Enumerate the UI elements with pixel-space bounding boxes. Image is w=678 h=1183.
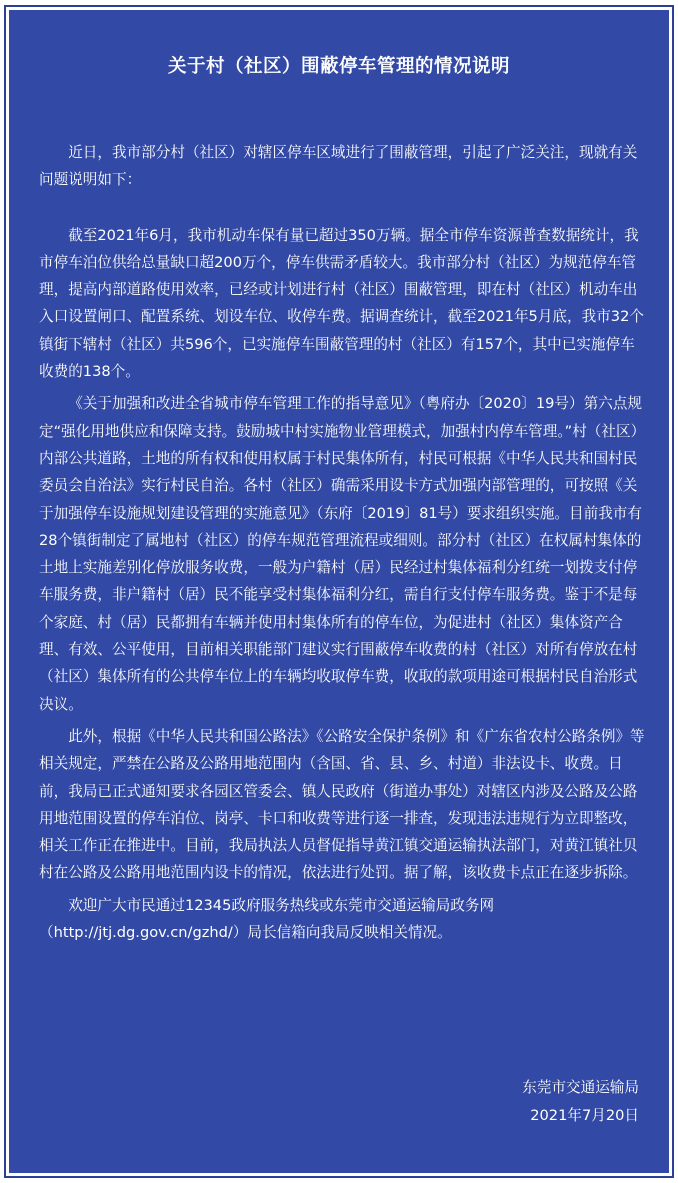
signature-date: 2021年7月20日: [530, 1107, 639, 1124]
paragraph-contact: 欢迎广大市民通过12345政府服务热线或东莞市交通运输局政务网: [68, 896, 495, 914]
paragraph-policy: 《关于加强和改进全省城市停车管理工作的指导意见》（粤府办〔2020〕19号）第六点规定“强化用地供应和保障支持。鼓励城中村实施物业管理模式，加强村内停车管理。”村（社区）内部公共道路，土地的所有权和使用权属于村民集体所有，村民可根据《中华人民共和国村民委员会自治法》实行村民自治。各村（社区）确需采用设卡方式加强内部管理的，可按照《关于加强停车设施规划建设管理的实施意见》（东府〔2019〕81号）要求组织实施。目前我市有28个镇街制定了属地村（社区）的停车规范管理流程或细则。部分村（社区）在权属村集体的土地上实施差别化停放服务收费，一般为户籍村（居）民经过村集体福利分红统一划拨支付停车服务费，非户籍村（居）民不能享受村集体福利分红，需自行支付停车服务费。鉴于不是每个家庭、村（居）民都拥有车辆并使用村集体所有的停车位，为促进村（社区）集体资产合理、有效、公平使用，目前相关职能部门建议实行围蔽停车收费的村（社区）对所有停放在村（社区）集体所有的公共停车位上的车辆均收取停车费，收取的款项用途可根据村民自治形式决议。: [39, 395, 642, 713]
signature-block: [522, 1074, 639, 1130]
contact-url-line: （http://jtj.dg.gov.cn/gzhd/）局长信箱向我局反映相关情况。: [39, 924, 452, 942]
intro-paragraph: 近日，我市部分村（社区）对辖区停车区域进行了围蔽管理，引起了广泛关注，现就有关问题说明如下：: [39, 144, 638, 189]
paragraph-enforcement: 此外，根据《中华人民共和国公路法》《公路安全保护条例》和《广东省农村公路条例》等相关规定，严禁在公路及公路用地范围内（含国、省、县、乡、村道）非法设卡、收费。日前，我局已正式通知要求各园区管委会、镇人民政府（街道办事处）对辖区内涉及公路及公路用地范围设置的停车泊位、岗亭、卡口和收费等进行逐一排查，发现违法违规行为立即整改，相关工作正在推进中。目前，我局执法人员督促指导黄江镇交通运输执法部门，对黄江镇社贝村在公路及公路用地范围内设卡的情况，依法进行处罚。据了解，该收费卡点正在逐步拆除。: [39, 727, 645, 882]
notice-panel: [6, 7, 672, 1176]
paragraph-statistics: 截至2021年6月，我市机动车保有量已超过350万辆。据全市停车资源普查数据统计，我市停车泊位供给总量缺口超200万个，停车供需矛盾较大。我市部分村（社区）为规范停车管理，提高内部道路使用效率，已经或计划进行村（社区）围蔽管理，即在村（社区）机动车出入口设置闸口、配置系统、划设车位、收停车费。据调查统计，截至2021年5月底，我市32个镇街下辖村（社区）共596个，已实施停车围蔽管理的村（社区）有157个，其中已实施停车收费的138个。: [39, 226, 644, 381]
page-title: 关于村（社区）围蔽停车管理的情况说明: [167, 56, 510, 77]
signature-org: 东莞市交通运输局: [522, 1079, 639, 1096]
notice-body: [39, 139, 645, 946]
